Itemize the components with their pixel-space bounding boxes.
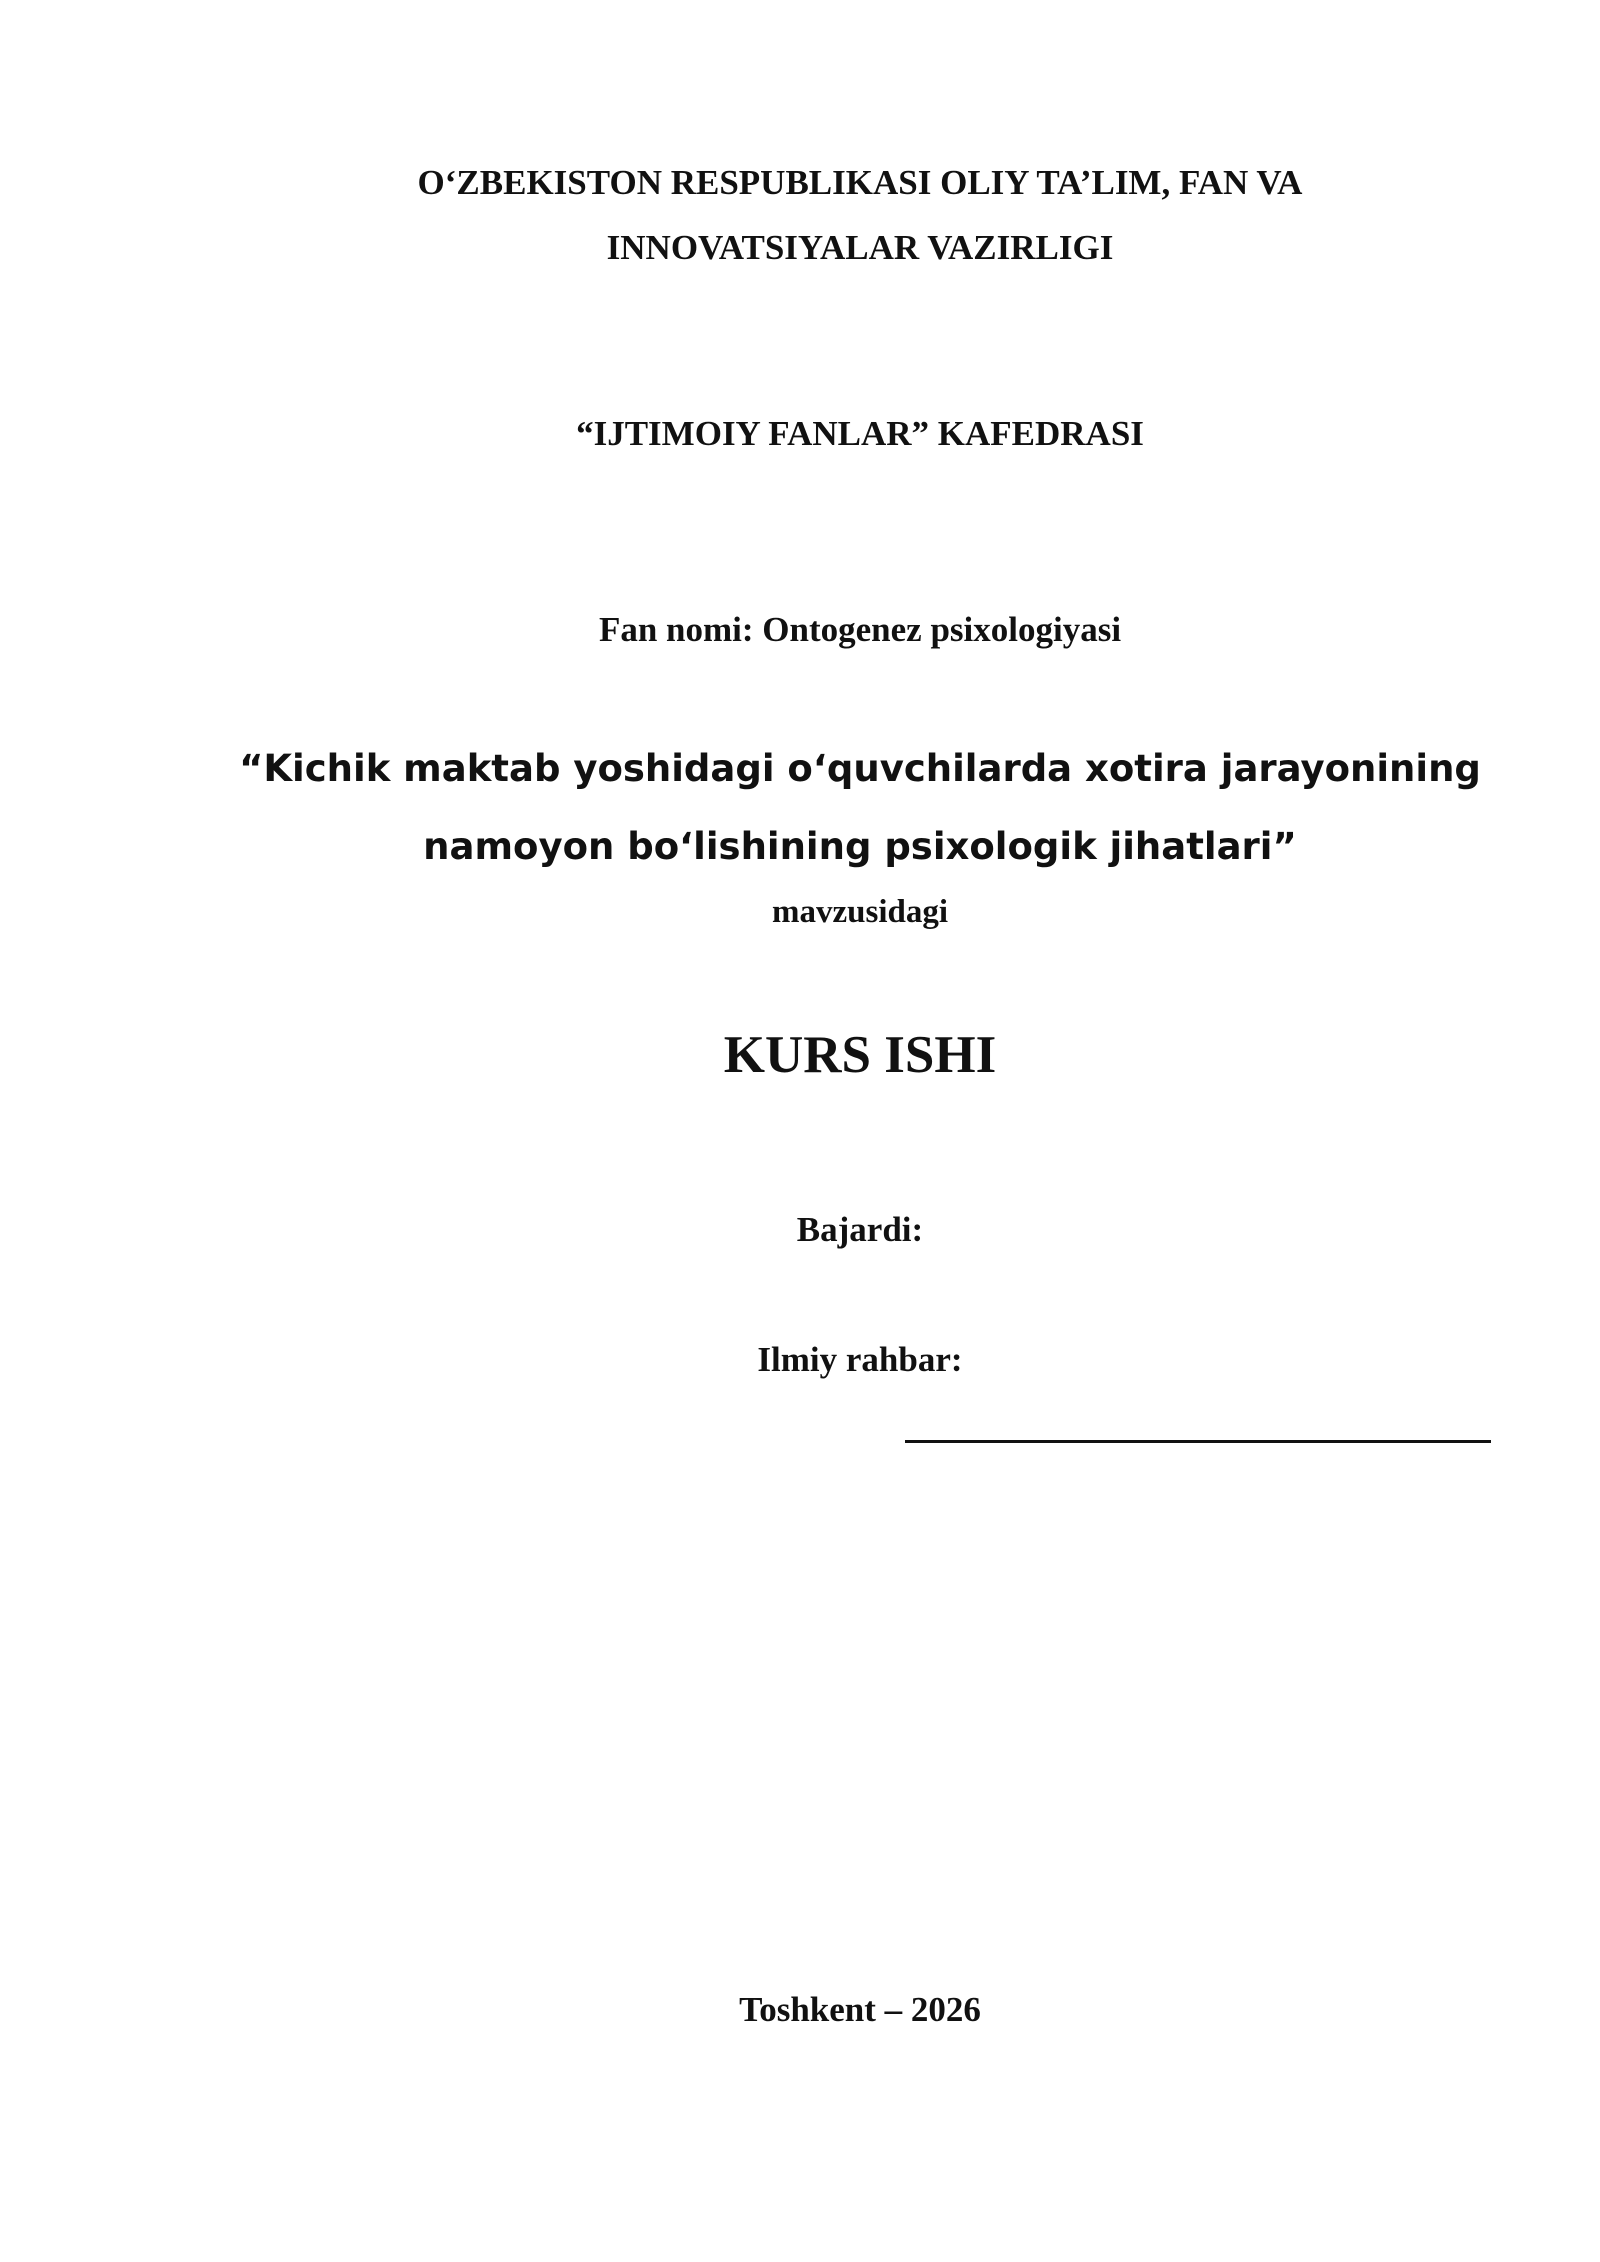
city-and-year: Toshkent – 2026	[739, 1990, 981, 2029]
work-type-heading: KURS ISHI	[723, 1026, 997, 1084]
supervisor-label: Ilmiy rahbar:	[757, 1340, 963, 1379]
ministry-title-line-2: INNOVATSIYALAR VAZIRLIGI	[606, 228, 1114, 267]
performed-by-label: Bajardi:	[796, 1210, 924, 1249]
course-work-topic-line-1: “Kichik maktab yoshidagi o‘quvchilarda xotira jarayonining	[239, 747, 1481, 790]
ministry-title-line-1: O‘ZBEKISTON RESPUBLIKASI OLIY TA’LIM, FAN VA	[417, 163, 1303, 202]
supervisor-signature-line	[905, 1440, 1491, 1443]
course-work-topic	[0, 730, 1600, 886]
course-work-topic-line-2: namoyon bo‘lishining psixologik jihatlari”	[423, 825, 1297, 868]
topic-suffix: mavzusidagi	[771, 894, 949, 930]
subject-name: Fan nomi: Ontogenez psixologiyasi	[598, 610, 1122, 649]
ministry-title	[0, 150, 1600, 280]
department-title: “IJTIMOIY FANLAR” KAFEDRASI	[576, 414, 1144, 453]
